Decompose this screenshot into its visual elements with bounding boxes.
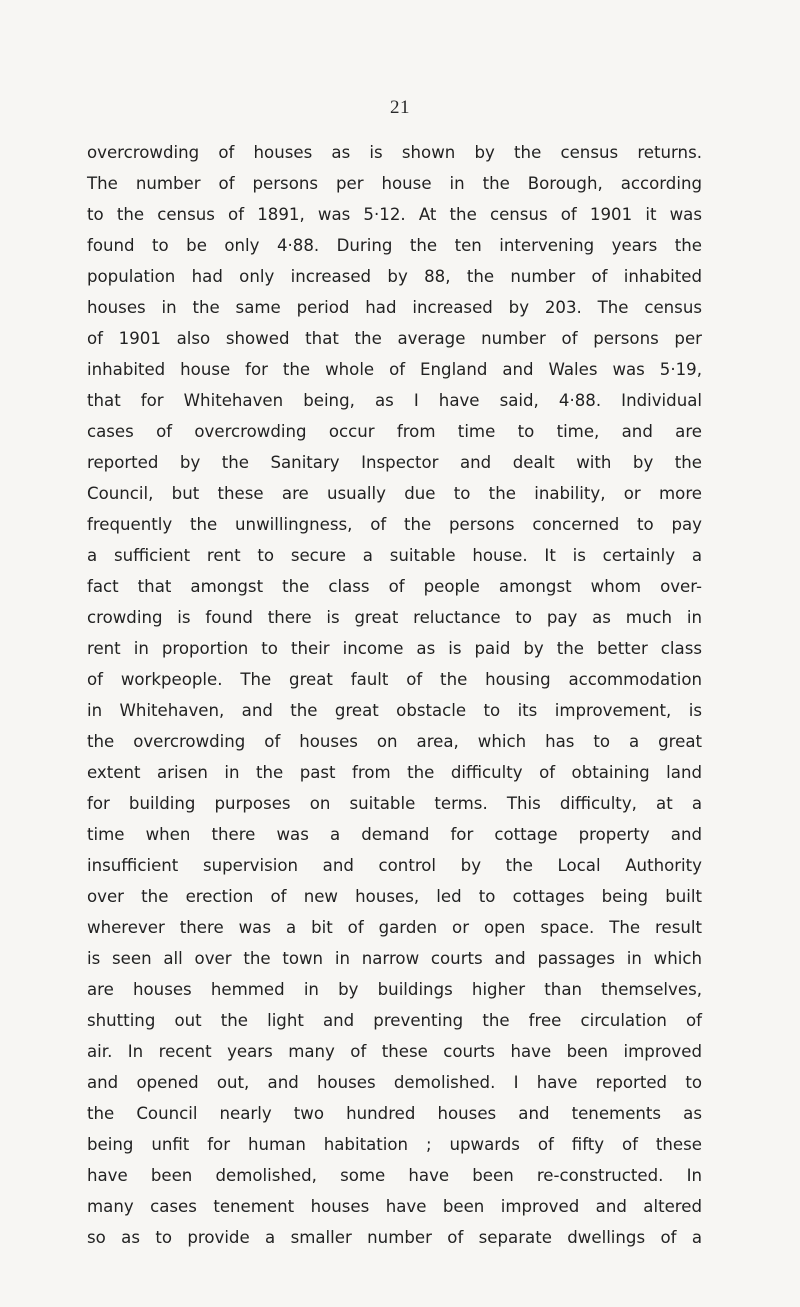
text-line: have been demolished, some have been re-constructed. In <box>87 1166 702 1185</box>
text-line: extent arisen in the past from the difficulty of obtaining land <box>87 763 702 782</box>
text-line: the overcrowding of houses on area, which has to a great <box>87 732 702 751</box>
text-line: population had only increased by 88, the number of inhabited <box>87 267 702 286</box>
text-line: of 1901 also showed that the average number of persons per <box>87 329 702 348</box>
text-line: houses in the same period had increased by 203. The census <box>87 298 702 317</box>
text-line: that for Whitehaven being, as I have said, 4·88. Individual <box>87 391 702 410</box>
text-line: reported by the Sanitary Inspector and dealt with by the <box>87 453 702 472</box>
text-line: air. In recent years many of these courts have been improved <box>87 1042 702 1061</box>
text-line: of workpeople. The great fault of the housing accommodation <box>87 670 702 689</box>
text-line: over the erection of new houses, led to cottages being built <box>87 887 702 906</box>
text-line: Council, but these are usually due to the inability, or more <box>87 484 702 503</box>
text-line: are houses hemmed in by buildings higher than themselves, <box>87 980 702 999</box>
text-line: to the census of 1891, was 5·12. At the census of 1901 it was <box>87 205 702 224</box>
text-line: in Whitehaven, and the great obstacle to its improvement, is <box>87 701 702 720</box>
text-line: found to be only 4·88. During the ten intervening years the <box>87 236 702 255</box>
text-line: frequently the unwillingness, of the persons concerned to pay <box>87 515 702 534</box>
text-line: rent in proportion to their income as is paid by the better class <box>87 639 702 658</box>
page-number: 21 <box>390 97 410 118</box>
text-line: wherever there was a bit of garden or open space. The result <box>87 918 702 937</box>
text-line: cases of overcrowding occur from time to time, and are <box>87 422 702 441</box>
text-line: crowding is found there is great reluctance to pay as much in <box>87 608 702 627</box>
body-paragraph <box>87 137 702 1253</box>
text-line: fact that amongst the class of people amongst whom over- <box>87 577 702 596</box>
text-line: being unfit for human habitation ; upwards of fifty of these <box>87 1135 702 1154</box>
text-line: so as to provide a smaller number of separate dwellings of a <box>87 1228 702 1247</box>
text-line: many cases tenement houses have been improved and altered <box>87 1197 702 1216</box>
text-line: shutting out the light and preventing the free circulation of <box>87 1011 702 1030</box>
text-line: The number of persons per house in the Borough, according <box>87 174 702 193</box>
text-line: insufficient supervision and control by the Local Authority <box>87 856 702 875</box>
text-line: a sufficient rent to secure a suitable house. It is certainly a <box>87 546 702 565</box>
text-line: inhabited house for the whole of England and Wales was 5·19, <box>87 360 702 379</box>
text-line: for building purposes on suitable terms. This difficulty, at a <box>87 794 702 813</box>
text-line: is seen all over the town in narrow courts and passages in which <box>87 949 702 968</box>
text-line: and opened out, and houses demolished. I have reported to <box>87 1073 702 1092</box>
text-line: time when there was a demand for cottage property and <box>87 825 702 844</box>
text-line: the Council nearly two hundred houses and tenements as <box>87 1104 702 1123</box>
text-line: overcrowding of houses as is shown by the census returns. <box>87 143 702 162</box>
